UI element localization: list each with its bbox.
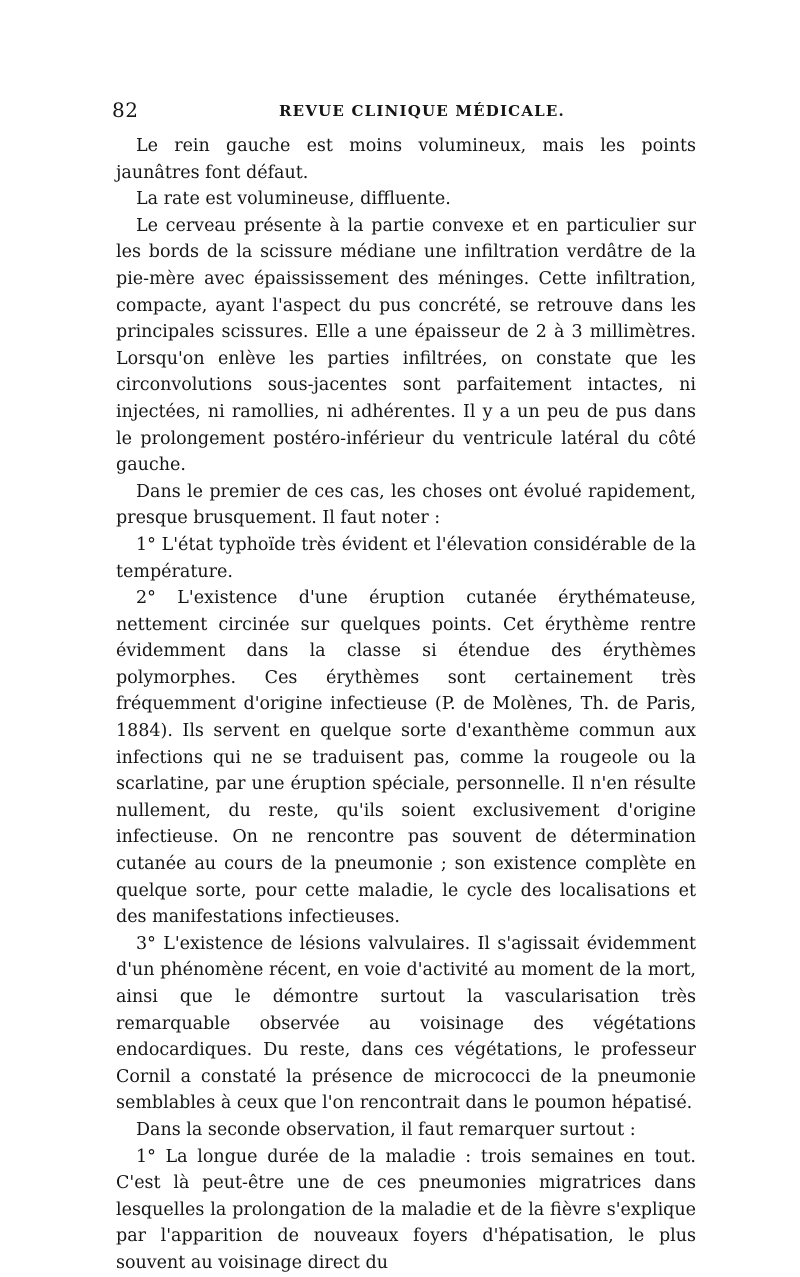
paragraph: Dans le premier de ces cas, les choses ont évolué rapidement, presque brusquement. Il faut noter : xyxy=(116,481,696,529)
paragraph: Le cerveau présente à la partie convexe et en particulier sur les bords de la scissure médiane une infiltration verdâtre de la pie-mère avec épaississement des méninges. Cette infiltration, compacte, ayant l'aspect du pus concrété, se retrouve dans les principales scissures. Elle a une épaisseur de 2 à 3 millimètres. Lorsqu'on enlève les parties infiltrées, on constate que les circonvolutions sous-jacentes sont parfaitement intactes, ni injectées, ni ramollies, ni adhérentes. Il y a un peu de pus dans le prolongement postéro-inférieur du ventricule latéral du côté gauche. xyxy=(116,215,696,476)
page-number: 82 xyxy=(112,98,139,122)
running-title: REVUE CLINIQUE MÉDICALE. xyxy=(279,102,565,120)
body-text xyxy=(116,133,696,1277)
paragraph: Le rein gauche est moins volumineux, mais les points jaunâtres font défaut. xyxy=(116,136,696,183)
paragraph: 1° L'état typhoïde très évident et l'élevation considérable de la température. xyxy=(116,534,696,582)
paragraph: 2° L'existence d'une éruption cutanée érythémateuse, nettement circinée sur quelques points. Cet érythème rentre évidemment dans la classe si étendue des érythèmes polymorphes. Ces érythèmes sont certainement très fréquemment d'origine infectieuse (P. de Molènes, Th. de Paris, 1884). Ils servent en quelque sorte d'exanthème commun aux infections qui ne se traduisent pas, comme la rougeole ou la scarlatine, par une éruption spéciale, personnelle. Il n'en résulte nullement, du reste, qu'ils soient exclusivement d'origine infectieuse. On ne rencontre pas souvent de détermination cutanée au cours de la pneumonie ; son existence complète en quelque sorte, pour cette maladie, le cycle des localisations et des manifestations infectieuses. xyxy=(116,588,696,928)
page-header xyxy=(112,98,692,128)
paragraph: Dans la seconde observation, il faut remarquer surtout : xyxy=(136,1119,636,1140)
paragraph: 3° L'existence de lésions valvulaires. Il s'agissait évidemment d'un phénomène récent, en voie d'activité au moment de la mort, ainsi que le démontre surtout la vascularisation très remarquable observée au voisinage des végétations endocardiques. Du reste, dans ces végétations, le professeur Cornil a constaté la présence de micrococci de la pneumonie semblables à ceux que l'on rencontrait dans le poumon hépatisé. xyxy=(116,933,696,1114)
paragraph: 1° La longue durée de la maladie : trois semaines en tout. C'est là peut-être une de ces pneumonies migratrices dans lesquelles la prolongation de la maladie et de la fièvre s'explique par l'apparition de nouveaux foyers d'hépatisation, le plus souvent au voisinage direct du xyxy=(116,1146,696,1273)
paragraph: La rate est volumineuse, diffluente. xyxy=(136,189,451,210)
